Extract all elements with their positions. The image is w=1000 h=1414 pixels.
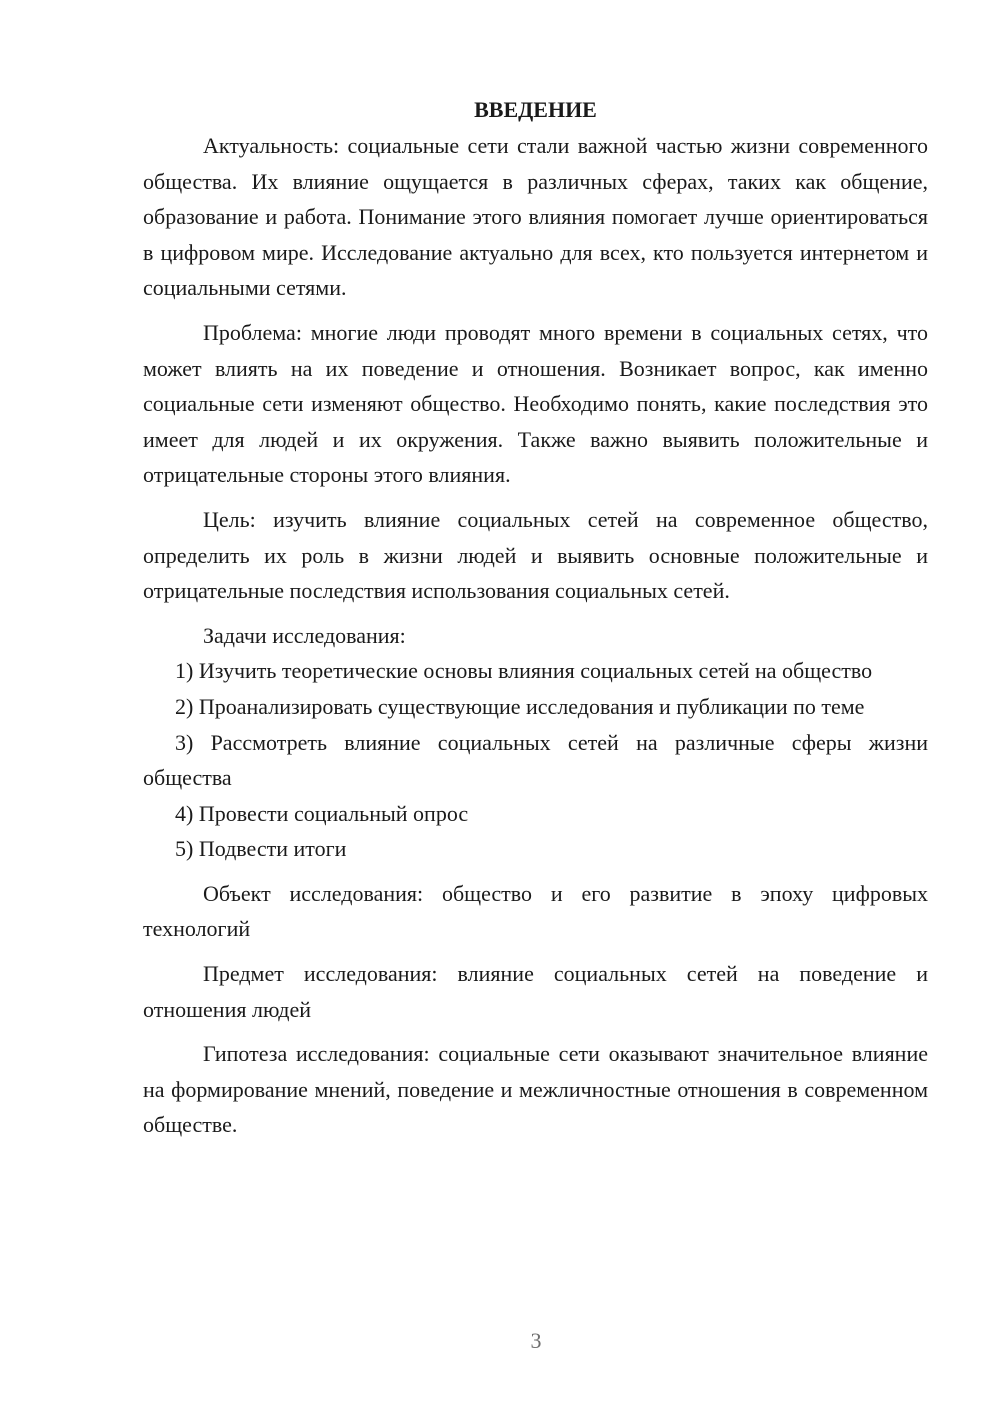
list-item: 2) Проанализировать существующие исследования и публикации по теме — [175, 693, 865, 719]
paragraph-problem: Проблема: многие люди проводят много времени в социальных сетях, что может влиять на их поведение и отношения. Возникает вопрос, как именно социальные сети изменяют общество. Необходимо понять, какие последствия это имеет для людей и их окружения. Также важно выявить положительные и отрицательные стороны этого влияния. — [143, 319, 928, 488]
page-title: ВВЕДЕНИЕ — [474, 97, 597, 122]
paragraph-object: Объект исследования: общество и его развитие в эпоху цифровых технологий — [143, 880, 928, 942]
document-page — [143, 92, 928, 1143]
tasks-heading: Задачи исследования: — [203, 622, 406, 648]
list-item: 3) Рассмотреть влияние социальных сетей на различные сферы жизни общества — [143, 729, 928, 791]
paragraph-goal: Цель: изучить влияние социальных сетей на современное общество, определить их роль в жизни людей и выявить основные положительные и отрицательные последствия использования социальных сетей. — [143, 506, 928, 604]
page-number: 3 — [530, 1328, 542, 1353]
list-item: 1) Изучить теоретические основы влияния социальных сетей на общество — [175, 658, 873, 684]
paragraph-subject: Предмет исследования: влияние социальных сетей на поведение и отношения людей — [143, 961, 928, 1022]
list-item: 5) Подвести итоги — [175, 836, 347, 862]
paragraph-hypothesis: Гипотеза исследования: социальные сети оказывают значительное влияние на формирование мнений, поведение и межличностные отношения в современном обществе. — [143, 1041, 928, 1138]
list-item: 4) Провести социальный опрос — [175, 800, 469, 826]
tasks-list — [143, 653, 928, 867]
paragraph-relevance: Актуальность: социальные сети стали важной частью жизни современного общества. Их влияние ощущается в различных сферах, таких как общение, образование и работа. Понимание этого влияния помогает лучше ориентироваться в цифровом мире. Исследование актуально для всех, кто пользуется интернетом и социальными сетями. — [143, 133, 928, 301]
